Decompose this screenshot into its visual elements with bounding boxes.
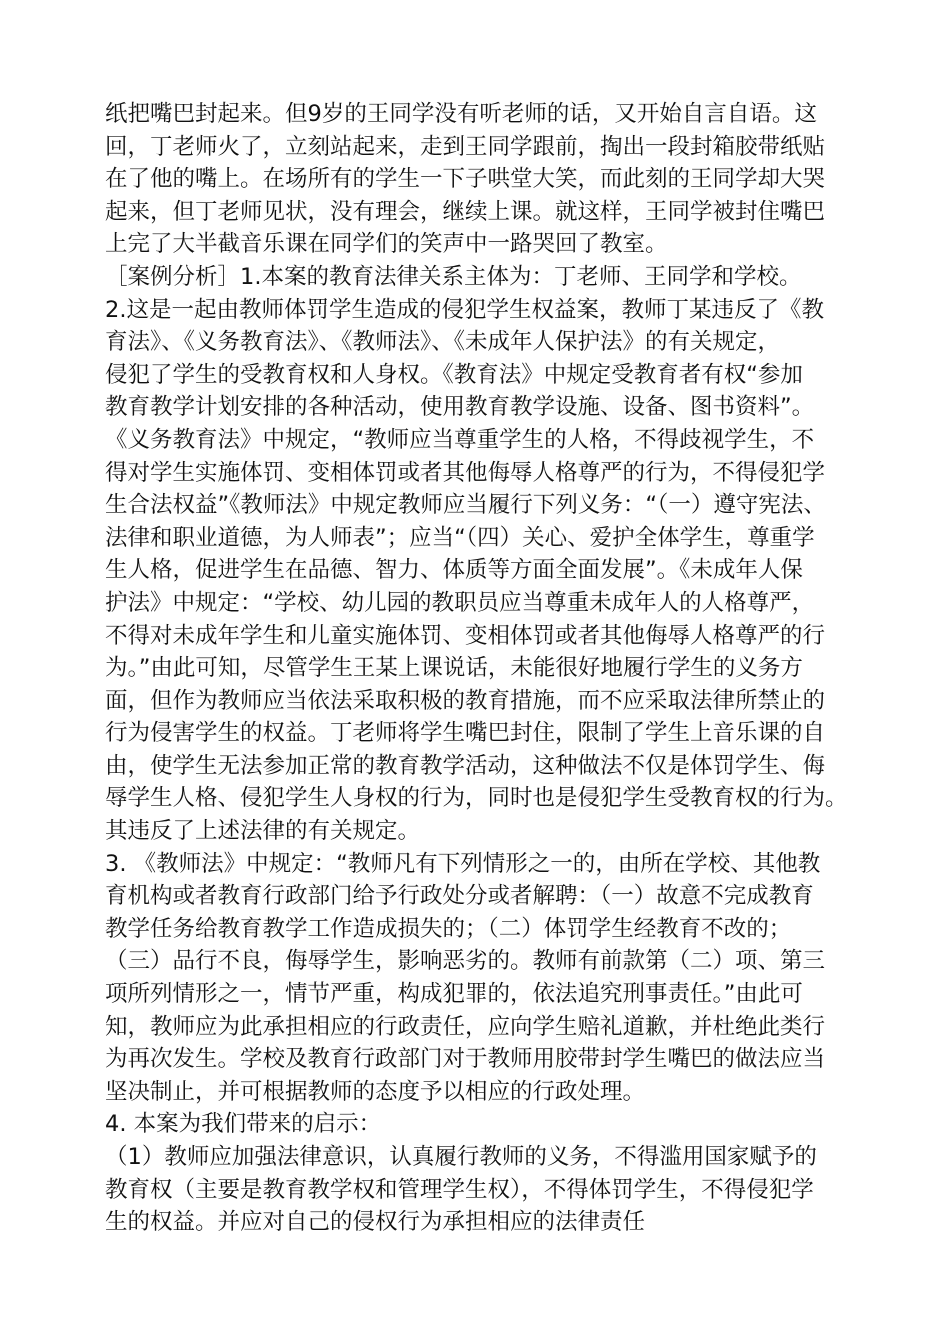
- text-line: 不得对未成年学生和儿童实施体罚、变相体罚或者其他侮辱人格尊严的行: [105, 622, 826, 649]
- text-line: 项所列情形之一，情节严重，构成犯罪的，依法追究刑事责任。”由此可: [105, 981, 803, 1008]
- text-line: 行为侵害学生的权益。丁老师将学生嘴巴封住，限制了学生上音乐课的自: [105, 720, 826, 747]
- text-line: 侵犯了学生的受教育权和人身权。《教育法》中规定受教育者有权“参加: [105, 361, 803, 388]
- text-line: 起来，但丁老师见状，没有理会，继续上课。就这样，王同学被封住嘴巴: [105, 198, 826, 225]
- text-line: 辱学生人格、侵犯学生人身权的行为，同时也是侵犯学生受教育权的行为。: [105, 785, 848, 812]
- text-line: 回，丁老师火了，立刻站起来，走到王同学跟前，掏出一段封箱胶带纸贴: [105, 133, 826, 160]
- text-line: 法律和职业道德，为人师表”；应当“（四）关心、爱护全体学生，尊重学: [105, 524, 815, 551]
- text-line: 育法》、《义务教育法》、《教师法》、《未成年人保护法》的有关规定，: [105, 329, 781, 356]
- text-line: 其违反了上述法律的有关规定。: [105, 818, 421, 845]
- text-line: 在了他的嘴上。在场所有的学生一下子哄堂大笑，而此刻的王同学却大哭: [105, 166, 826, 193]
- text-line: 4. 本案为我们带来的启示：: [105, 1111, 382, 1138]
- text-line: 育机构或者教育行政部门给予行政处分或者解聘：（一）故意不完成教育: [105, 883, 814, 910]
- text-line: 护法》中规定：“学校、幼儿园的教职员应当尊重未成年人的人格尊严，: [105, 589, 815, 616]
- text-line: （三）品行不良，侮辱学生，影响恶劣的。教师有前款第（二）项、第三: [105, 948, 826, 975]
- text-line: 为再次发生。学校及教育行政部门对于教师用胶带封学生嘴巴的做法应当: [105, 1046, 826, 1073]
- body-text: [105, 98, 865, 1239]
- text-line: 坚决制止，并可根据教师的态度予以相应的行政处理。: [105, 1078, 646, 1105]
- text-line: ［案例分析］1.本案的教育法律关系主体为：丁老师、王同学和学校。: [105, 263, 802, 290]
- text-line: 《义务教育法》中规定，“教师应当尊重学生的人格，不得歧视学生，不: [105, 426, 815, 453]
- text-line: 为。”由此可知，尽管学生王某上课说话，未能很好地履行学生的义务方: [105, 655, 803, 682]
- text-line: 知，教师应为此承担相应的行政责任，应向学生赔礼道歉，并杜绝此类行: [105, 1013, 826, 1040]
- text-line: 纸把嘴巴封起来。但9岁的王同学没有听老师的话，又开始自言自语。这: [105, 101, 817, 127]
- text-line: 面，但作为教师应当依法采取积极的教育措施，而不应采取法律所禁止的: [105, 687, 826, 714]
- text-line: 教育教学计划安排的各种活动，使用教育教学设施、设备、图书资料”。: [105, 394, 815, 421]
- text-line: 生的权益。并应对自己的侵权行为承担相应的法律责任: [105, 1209, 646, 1236]
- text-line: 由，使学生无法参加正常的教育教学活动，这种做法不仅是体罚学生、侮: [105, 752, 826, 779]
- text-line: 3. 《教师法》中规定：“教师凡有下列情形之一的，由所在学校、其他教: [105, 850, 821, 877]
- text-line: （1）教师应加强法律意识，认真履行教师的义务，不得滥用国家赋予的: [105, 1144, 817, 1170]
- text-line: 生人格，促进学生在品德、智力、体质等方面全面发展”。《未成年人保: [105, 557, 803, 584]
- text-line: 得对学生实施体罚、变相体罚或者其他侮辱人格尊严的行为，不得侵犯学: [105, 459, 826, 486]
- text-line: 教育权（主要是教育教学权和管理学生权），不得体罚学生，不得侵犯学: [105, 1176, 814, 1203]
- text-line: 生合法权益”《教师法》中规定教师应当履行下列义务：“（一）遵守宪法、: [105, 492, 826, 519]
- text-line: 上完了大半截音乐课在同学们的笑声中一路哭回了教室。: [105, 231, 668, 258]
- text-line: 2.这是一起由教师体罚学生造成的侵犯学生权益案，教师丁某违反了《教: [105, 296, 824, 323]
- text-line: 教学任务给教育教学工作造成损失的；（二）体罚学生经教育不改的；: [105, 915, 792, 942]
